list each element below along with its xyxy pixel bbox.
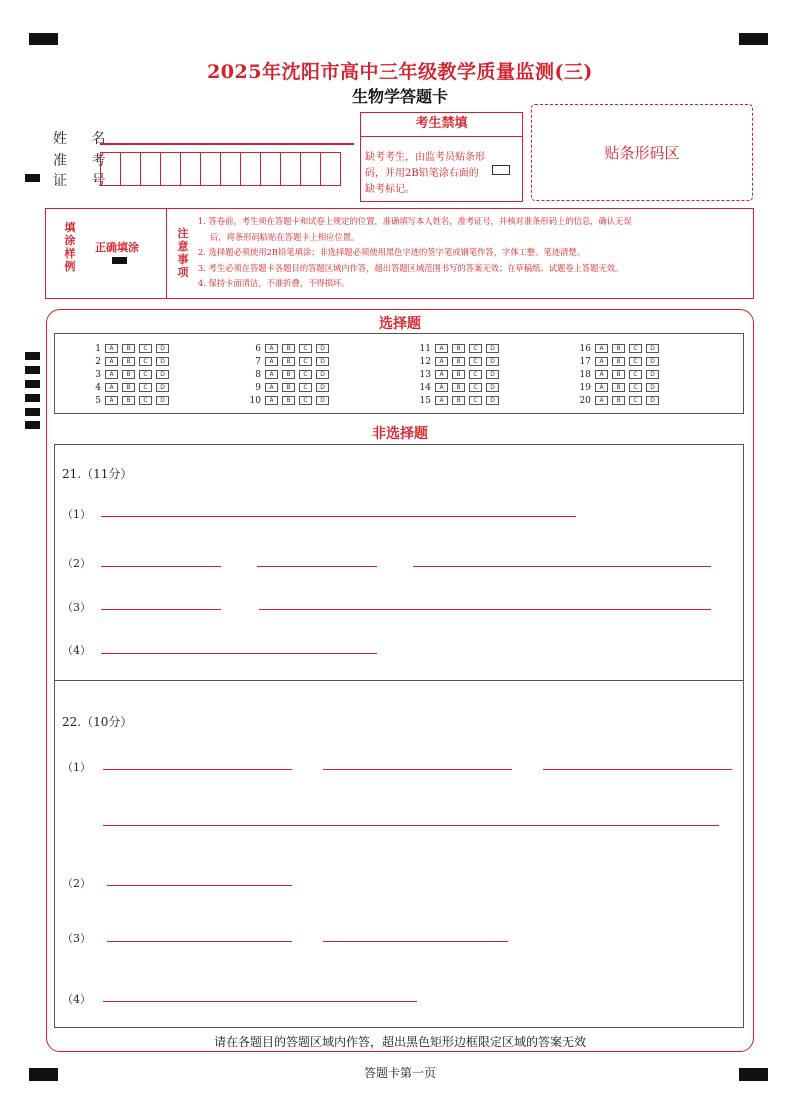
id-digit-box[interactable] xyxy=(100,152,121,186)
mc-question-number: 8 xyxy=(255,369,261,380)
mc-option-bubble[interactable]: B xyxy=(452,396,465,405)
mc-option-bubble[interactable]: D xyxy=(156,396,169,405)
mc-option-bubble[interactable]: A xyxy=(595,357,608,366)
fill-example-cell xyxy=(46,209,167,298)
mc-option-bubble[interactable]: D xyxy=(156,344,169,353)
name-field[interactable] xyxy=(100,143,354,145)
fill-example-heading: 填涂样例 xyxy=(64,221,76,273)
mc-question-row xyxy=(573,369,663,380)
mc-option-bubble[interactable]: D xyxy=(156,370,169,379)
mc-question-number: 4 xyxy=(95,382,101,393)
exam-id-boxes[interactable] xyxy=(100,152,340,186)
mc-option-bubble[interactable]: C xyxy=(139,357,152,366)
alignment-mark-top-left xyxy=(29,33,58,45)
mc-option-bubble[interactable]: C xyxy=(629,370,642,379)
answer-line[interactable] xyxy=(103,769,292,770)
mc-option-bubble[interactable]: B xyxy=(452,357,465,366)
note-item: 后，将条形码粘贴在答题卡上相应位置。 xyxy=(210,231,360,242)
mc-option-bubble[interactable]: C xyxy=(469,370,482,379)
mc-option-bubble[interactable]: B xyxy=(282,370,295,379)
mc-question-row xyxy=(243,343,333,354)
instructions-panel xyxy=(45,208,754,299)
answer-line[interactable] xyxy=(101,516,576,517)
answer-line[interactable] xyxy=(259,609,711,610)
mc-option-bubble[interactable]: D xyxy=(316,370,329,379)
id-digit-box[interactable] xyxy=(240,152,261,186)
non-mc-section-title: 非选择题 xyxy=(372,426,428,442)
mc-question-number: 12 xyxy=(419,356,431,367)
notes-heading: 注意事项 xyxy=(177,227,189,279)
mc-option-bubble[interactable]: D xyxy=(316,344,329,353)
mc-option-bubble[interactable]: B xyxy=(612,370,625,379)
mc-option-bubble[interactable]: C xyxy=(299,370,312,379)
mc-option-bubble[interactable]: A xyxy=(265,344,278,353)
mc-option-bubble[interactable]: B xyxy=(122,357,135,366)
mc-question-number: 16 xyxy=(579,343,591,354)
q21-sub1-label: （1） xyxy=(62,508,91,521)
mc-option-bubble[interactable]: A xyxy=(105,370,118,379)
mc-option-bubble[interactable]: C xyxy=(469,344,482,353)
mc-question-row xyxy=(243,382,333,393)
note-item: 3. 考生必须在答题卡各题目的答题区域内作答，超出答题区域范围书写的答案无效；在草稿纸、试题卷上答题无效。 xyxy=(198,262,624,273)
mc-question-row xyxy=(573,343,663,354)
mc-option-bubble[interactable]: A xyxy=(435,344,448,353)
mc-question-row xyxy=(573,356,663,367)
mc-option-bubble[interactable]: A xyxy=(105,357,118,366)
mc-option-bubble[interactable]: C xyxy=(629,344,642,353)
answer-line[interactable] xyxy=(323,769,512,770)
mc-question-number: 2 xyxy=(95,356,101,367)
mc-option-bubble[interactable]: D xyxy=(646,396,659,405)
answer-line[interactable] xyxy=(103,1001,417,1002)
exam-id-label-line2: 证 号 xyxy=(53,173,116,189)
mc-option-bubble[interactable]: A xyxy=(105,383,118,392)
mc-question-number: 20 xyxy=(579,395,591,406)
mc-option-bubble[interactable]: C xyxy=(629,383,642,392)
mc-option-bubble[interactable]: D xyxy=(646,370,659,379)
q22-title: 22.（10分） xyxy=(62,715,133,729)
q22-sub4-label: （4） xyxy=(62,993,91,1006)
answer-line[interactable] xyxy=(101,609,221,610)
exam-title: 2025年沈阳市高中三年级教学质量监测(三) xyxy=(207,61,593,83)
mc-option-bubble[interactable]: A xyxy=(435,383,448,392)
answer-line[interactable] xyxy=(107,941,292,942)
mc-option-bubble[interactable]: D xyxy=(646,383,659,392)
id-digit-box[interactable] xyxy=(160,152,181,186)
mc-option-bubble[interactable]: C xyxy=(139,344,152,353)
mc-question-number: 6 xyxy=(255,343,261,354)
mc-question-row xyxy=(83,343,173,354)
mc-option-bubble[interactable]: A xyxy=(435,357,448,366)
mc-option-bubble[interactable]: D xyxy=(486,370,499,379)
mc-option-bubble[interactable]: A xyxy=(265,357,278,366)
mc-option-bubble[interactable]: B xyxy=(122,344,135,353)
question-divider xyxy=(54,680,744,681)
answer-line[interactable] xyxy=(101,653,377,654)
mc-option-bubble[interactable]: D xyxy=(156,357,169,366)
q21-sub3-label: （3） xyxy=(62,601,91,614)
mc-option-bubble[interactable]: D xyxy=(486,383,499,392)
mc-question-row xyxy=(573,382,663,393)
alignment-mark-top-right xyxy=(739,33,768,45)
mc-question-number: 7 xyxy=(255,356,261,367)
card-subtitle: 生物学答题卡 xyxy=(351,87,448,106)
mc-option-bubble[interactable]: B xyxy=(122,383,135,392)
absent-panel-heading: 考生禁填 xyxy=(361,113,522,137)
mc-option-bubble[interactable]: D xyxy=(486,357,499,366)
mc-question-row xyxy=(413,382,503,393)
q22-sub1-label: （1） xyxy=(62,761,91,774)
mc-question-row xyxy=(243,395,333,406)
mc-question-row xyxy=(413,356,503,367)
mc-question-number: 15 xyxy=(419,395,431,406)
answer-line[interactable] xyxy=(323,941,508,942)
answer-line[interactable] xyxy=(101,566,221,567)
absent-mark-panel xyxy=(360,112,523,202)
mc-option-bubble[interactable]: A xyxy=(595,396,608,405)
q22-sub3-label: （3） xyxy=(62,932,91,945)
timing-mark xyxy=(25,366,40,374)
mc-option-bubble[interactable]: B xyxy=(122,370,135,379)
mc-question-row xyxy=(413,369,503,380)
mc-option-bubble[interactable]: C xyxy=(469,383,482,392)
mc-option-bubble[interactable]: C xyxy=(469,357,482,366)
notes-list xyxy=(198,214,748,292)
answer-line[interactable] xyxy=(257,566,377,567)
mc-option-bubble[interactable]: D xyxy=(156,383,169,392)
mc-question-number: 14 xyxy=(419,382,431,393)
mc-question-row xyxy=(243,356,333,367)
q21-sub4-label: （4） xyxy=(62,644,91,657)
mc-option-bubble[interactable]: D xyxy=(646,357,659,366)
id-digit-box[interactable] xyxy=(140,152,161,186)
mc-question-number: 10 xyxy=(249,395,261,406)
mc-option-bubble[interactable]: A xyxy=(265,396,278,405)
id-digit-box[interactable] xyxy=(260,152,281,186)
mc-option-bubble[interactable]: D xyxy=(316,383,329,392)
answer-line[interactable] xyxy=(107,885,292,886)
mc-answer-grid xyxy=(54,333,744,414)
mc-question-number: 19 xyxy=(579,382,591,393)
timing-mark xyxy=(25,380,40,388)
mc-option-bubble[interactable]: A xyxy=(265,370,278,379)
mc-option-bubble[interactable]: A xyxy=(595,383,608,392)
mc-option-bubble[interactable]: A xyxy=(435,370,448,379)
page-label: 答题卡第一页 xyxy=(363,1066,436,1080)
mc-option-bubble[interactable]: C xyxy=(299,383,312,392)
answer-line[interactable] xyxy=(543,769,732,770)
q22-sub2-label: （2） xyxy=(62,877,91,890)
mc-question-number: 5 xyxy=(95,395,101,406)
correct-fill-label: 正确填涂 xyxy=(95,241,139,254)
barcode-area xyxy=(531,104,753,201)
mc-option-bubble[interactable]: A xyxy=(595,370,608,379)
mc-option-bubble[interactable]: C xyxy=(299,344,312,353)
mc-option-bubble[interactable]: D xyxy=(486,396,499,405)
note-item: 1. 答卷前，考生须在答题卡和试卷上规定的位置，准确填写本人姓名，准考证号，并核对准条形码上的信息，确认无误 xyxy=(198,216,632,226)
mc-option-bubble[interactable]: A xyxy=(105,396,118,405)
id-digit-box[interactable] xyxy=(120,152,141,186)
name-label: 姓 名 xyxy=(53,131,116,147)
id-digit-box[interactable] xyxy=(200,152,221,186)
mc-option-bubble[interactable]: B xyxy=(282,396,295,405)
mc-option-bubble[interactable]: C xyxy=(299,396,312,405)
mc-question-number: 9 xyxy=(255,382,261,393)
mc-option-bubble[interactable]: B xyxy=(452,383,465,392)
mc-question-number: 11 xyxy=(419,343,431,354)
mc-option-bubble[interactable]: B xyxy=(452,344,465,353)
q21-sub2-label: （2） xyxy=(62,557,91,570)
mc-question-row xyxy=(83,356,173,367)
mc-option-bubble[interactable]: B xyxy=(452,370,465,379)
mc-option-bubble[interactable]: C xyxy=(469,396,482,405)
mc-option-bubble[interactable]: B xyxy=(282,344,295,353)
answer-line[interactable] xyxy=(103,825,719,826)
mc-option-bubble[interactable]: A xyxy=(265,383,278,392)
mc-question-number: 1 xyxy=(95,343,101,354)
mc-question-number: 17 xyxy=(579,356,591,367)
mc-option-bubble[interactable]: A xyxy=(595,344,608,353)
mc-option-bubble[interactable]: B xyxy=(122,396,135,405)
mc-option-bubble[interactable]: C xyxy=(299,357,312,366)
id-digit-box[interactable] xyxy=(180,152,201,186)
mc-question-row xyxy=(83,395,173,406)
id-digit-box[interactable] xyxy=(300,152,321,186)
mc-option-bubble[interactable]: C xyxy=(629,357,642,366)
timing-mark xyxy=(25,352,40,360)
mc-option-bubble[interactable]: B xyxy=(282,383,295,392)
mc-option-bubble[interactable]: B xyxy=(612,357,625,366)
mc-option-bubble[interactable]: A xyxy=(435,396,448,405)
mc-option-bubble[interactable]: B xyxy=(612,344,625,353)
mc-option-bubble[interactable]: A xyxy=(105,344,118,353)
mc-option-bubble[interactable]: B xyxy=(612,383,625,392)
mc-question-number: 3 xyxy=(95,369,101,380)
mc-question-row xyxy=(413,343,503,354)
mc-question-row xyxy=(83,369,173,380)
mc-option-bubble[interactable]: C xyxy=(629,396,642,405)
id-digit-box[interactable] xyxy=(280,152,301,186)
mc-option-bubble[interactable]: C xyxy=(139,383,152,392)
mc-option-bubble[interactable]: D xyxy=(486,344,499,353)
q21-title: 21.（11分） xyxy=(62,467,133,481)
mc-option-bubble[interactable]: D xyxy=(646,344,659,353)
mc-question-number: 13 xyxy=(419,369,431,380)
answer-area-warning: 请在各题目的答题区域内作答，超出黑色矩形边框限定区域的答案无效 xyxy=(213,1035,586,1049)
id-digit-box[interactable] xyxy=(320,152,341,186)
mc-question-number: 18 xyxy=(579,369,591,380)
note-item: 4. 保持卡面清洁，不准折叠，不得损坏。 xyxy=(198,278,350,288)
mc-question-row xyxy=(243,369,333,380)
timing-mark xyxy=(25,394,40,402)
mc-option-bubble[interactable]: C xyxy=(139,396,152,405)
answer-line[interactable] xyxy=(413,566,711,567)
barcode-label: 贴条形码区 xyxy=(604,144,680,162)
correct-fill-sample xyxy=(112,257,127,264)
absent-mark-box[interactable] xyxy=(492,165,510,175)
mc-question-row xyxy=(413,395,503,406)
timing-mark xyxy=(25,174,40,182)
mc-option-bubble[interactable]: D xyxy=(316,396,329,405)
mc-option-bubble[interactable]: C xyxy=(139,370,152,379)
note-item: 2. 选择题必须使用2B铅笔填涂；非选择题必须使用黑色字迹的签字笔或钢笔作答，字体工整、笔迹清楚。 xyxy=(198,247,585,257)
id-digit-box[interactable] xyxy=(220,152,241,186)
mc-section-title: 选择题 xyxy=(379,316,421,332)
mc-question-row xyxy=(573,395,663,406)
mc-option-bubble[interactable]: D xyxy=(316,357,329,366)
exam-id-label-line1: 准 考 xyxy=(53,153,116,169)
absent-panel-text: 缺考考生，由监考员贴条形码，并用2B铅笔涂右面的缺考标记。 xyxy=(365,152,485,195)
mc-option-bubble[interactable]: B xyxy=(282,357,295,366)
mc-option-bubble[interactable]: B xyxy=(612,396,625,405)
timing-mark xyxy=(25,408,40,416)
mc-question-row xyxy=(83,382,173,393)
